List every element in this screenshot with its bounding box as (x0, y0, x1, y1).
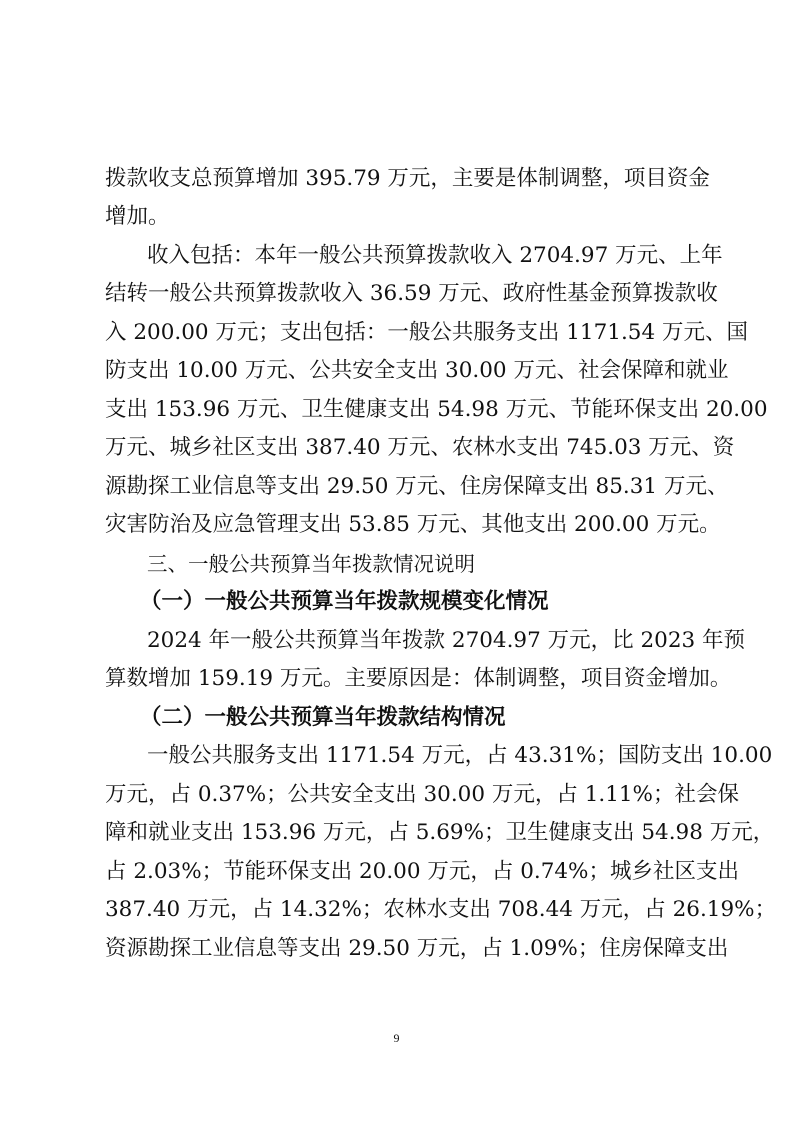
body-text-line: 防支出 10.00 万元、公共安全支出 30.00 万元、社会保障和就业 (105, 358, 729, 383)
body-text-line: 障和就业支出 153.96 万元，占 5.69%；卫生健康支出 54.98 万元， (105, 820, 775, 845)
paragraph-start-line: 2024 年一般公共预算当年拨款 2704.97 万元，比 2023 年预 (147, 628, 746, 653)
body-text-line: 增加。 (105, 204, 170, 229)
body-text-line: 占 2.03%；节能环保支出 20.00 万元，占 0.74%；城乡社区支出 (105, 859, 739, 884)
body-text-line: 拨款收支总预算增加 395.79 万元，主要是体制调整，项目资金 (105, 166, 710, 191)
body-text-line: 灾害防治及应急管理支出 53.85 万元、其他支出 200.00 万元。 (105, 512, 721, 537)
paragraph-start-line: 一般公共服务支出 1171.54 万元，占 43.31%；国防支出 10.00 (147, 743, 773, 768)
subsection-heading: （二）一般公共预算当年拨款结构情况 (140, 705, 506, 730)
body-text-line: 万元，占 0.37%；公共安全支出 30.00 万元，占 1.11%；社会保 (105, 782, 739, 807)
body-text-line: 入 200.00 万元；支出包括：一般公共服务支出 1171.54 万元、国 (105, 320, 748, 345)
body-text-line: 387.40 万元，占 14.32%；农林水支出 708.44 万元，占 26.19%； (105, 897, 777, 922)
paragraph-start-line: 收入包括：本年一般公共预算拨款收入 2704.97 万元、上年 (147, 243, 723, 268)
body-text-line: 结转一般公共预算拨款收入 36.59 万元、政府性基金预算拨款收 (105, 281, 718, 306)
body-text-line: 资源勘探工业信息等支出 29.50 万元，占 1.09%；住房保障支出 (105, 936, 729, 961)
section-heading: 三、一般公共预算当年拨款情况说明 (147, 552, 475, 576)
body-text-line: 算数增加 159.19 万元。主要原因是：体制调整，项目资金增加。 (105, 666, 732, 691)
subsection-heading: （一）一般公共预算当年拨款规模变化情况 (140, 589, 549, 614)
page-number: 9 (393, 1031, 400, 1045)
body-text-line: 源勘探工业信息等支出 29.50 万元、住房保障支出 85.31 万元、 (105, 474, 729, 499)
body-text-line: 万元、城乡社区支出 387.40 万元、农林水支出 745.03 万元、资 (105, 435, 735, 460)
body-text-line: 支出 153.96 万元、卫生健康支出 54.98 万元、节能环保支出 20.00 (105, 397, 768, 422)
